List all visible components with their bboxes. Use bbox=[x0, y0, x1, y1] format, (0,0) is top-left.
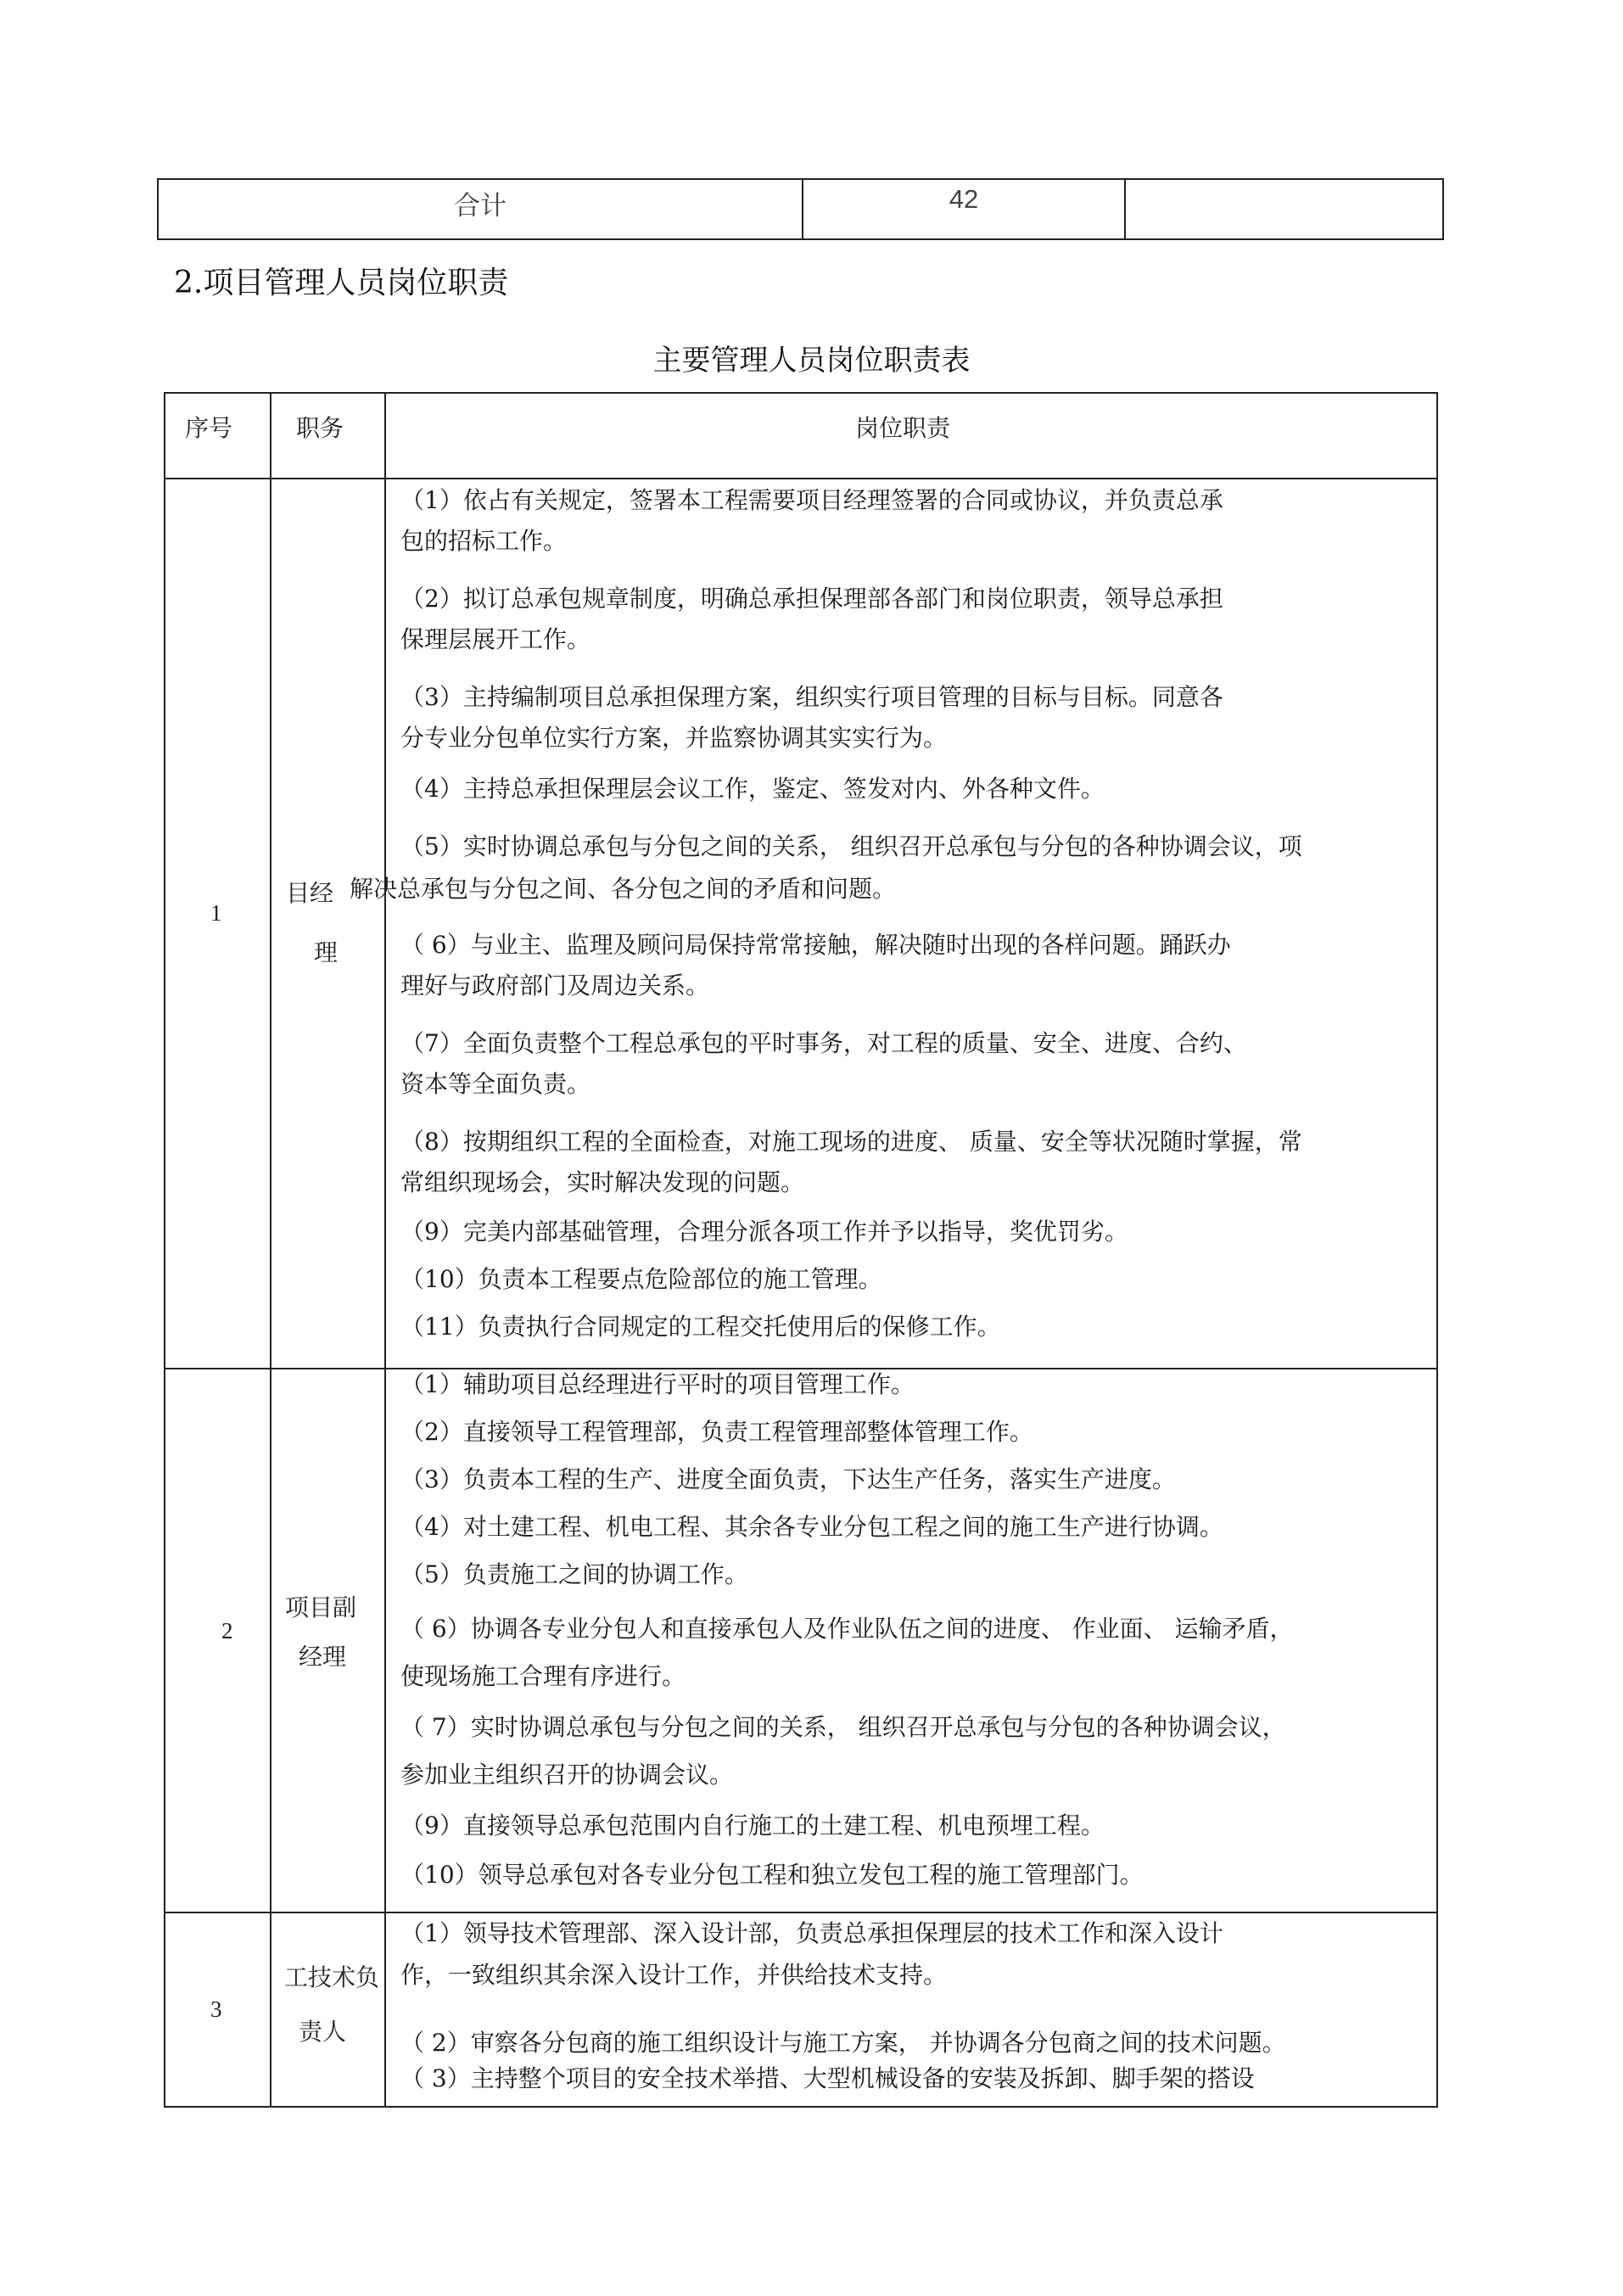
row-1-duty-line: 包的招标工作。 bbox=[400, 527, 568, 555]
row-3-position-line1: 工技术负 bbox=[284, 1963, 380, 1991]
row-2-duty-line: （ 7）实时协调总承包与分包之间的关系， 组织召开总承包与分包的各种协调会议， bbox=[400, 1713, 1286, 1741]
row-1-duty-line: 常组织现场会，实时解决发现的问题。 bbox=[400, 1168, 805, 1196]
row-1-duty-line: （8）按期组织工程的全面检查，对施工现场的进度、 质量、安全等状况随时掌握，常 bbox=[400, 1128, 1302, 1156]
row-2-duty-line: （ 6）协调各专业分包人和直接承包人及作业队伍之间的进度、 作业面、 运输矛盾， bbox=[400, 1615, 1294, 1643]
summary-empty-cell bbox=[1126, 180, 1442, 238]
row-1-duty-line: （ 6）与业主、监理及顾问局保持常常接触，解决随时出现的各样问题。踊跃办 bbox=[400, 931, 1231, 959]
row-1-duty-line: 分专业分包单位实行方案，并监察协调其实实行为。 bbox=[400, 724, 948, 752]
row-2-duty-line: （5）负责施工之间的协调工作。 bbox=[400, 1560, 748, 1588]
row-2-position-line1: 项目副 bbox=[285, 1593, 357, 1621]
row-3-duty-line: （1）领导技术管理部、深入设计部，负责总承担保理层的技术工作和深入设计 bbox=[400, 1919, 1223, 1947]
table-border-left bbox=[164, 392, 165, 2108]
row-1-position-line2: 理 bbox=[314, 938, 339, 966]
row-2-duty-line: 使现场施工合理有序进行。 bbox=[400, 1662, 686, 1690]
summary-label-cell: 合计 bbox=[159, 180, 803, 238]
row-2-position-line2: 经理 bbox=[299, 1643, 347, 1671]
row-1-duty-line: （3）主持编制项目总承担保理方案，组织实行项目管理的目标与目标。同意各 bbox=[400, 683, 1223, 711]
row-2-duty-line: （10）领导总承包对各专业分包工程和独立发包工程的施工管理部门。 bbox=[400, 1861, 1144, 1889]
row-3-duty-line: 作，一致组织其余深入设计工作，并供给技术支持。 bbox=[400, 1961, 948, 1989]
summary-value-cell: 42 bbox=[803, 180, 1126, 238]
column-divider-1 bbox=[270, 392, 271, 2108]
row-1-duty-line: （1）依占有关规定，签署本工程需要项目经理签署的合同或协议，并负责总承 bbox=[400, 486, 1223, 514]
row-1-position-line1: 目经 bbox=[286, 879, 334, 907]
row-1-duty-line: 资本等全面负责。 bbox=[400, 1070, 591, 1098]
row-3-duty-line: （ 2）审察各分包商的施工组织设计与施工方案， 并协调各分包商之间的技术问题。 bbox=[400, 2029, 1286, 2057]
row-1-duty-line: （5）实时协调总承包与分包之间的关系， 组织召开总承包与分包的各种协调会议，项 bbox=[400, 832, 1302, 860]
row-1-duty-line: 理好与政府部门及周边关系。 bbox=[400, 972, 710, 1000]
row-1-seq: 1 bbox=[210, 900, 222, 926]
header-position: 职务 bbox=[296, 414, 344, 442]
table-border-bottom bbox=[164, 2106, 1438, 2108]
row-1-duty-line: 保理层展开工作。 bbox=[400, 625, 591, 653]
section-heading: 2.项目管理人员岗位职责 bbox=[174, 266, 509, 300]
row-2-duty-line: （3）负责本工程的生产、进度全面负责，下达生产任务，落实生产进度。 bbox=[400, 1465, 1176, 1493]
row-2-divider bbox=[164, 1912, 1438, 1913]
header-seq: 序号 bbox=[185, 414, 233, 442]
row-1-duty-line: （7）全面负责整个工程总承包的平时事务，对工程的质量、安全、进度、合约、 bbox=[400, 1029, 1247, 1057]
row-2-duty-line: （9）直接领导总承包范围内自行施工的土建工程、机电预埋工程。 bbox=[400, 1812, 1105, 1840]
table-border-right bbox=[1436, 392, 1438, 2108]
row-1-duty-line: （4）主持总承担保理层会议工作，鉴定、签发对内、外各种文件。 bbox=[400, 775, 1105, 803]
summary-table bbox=[157, 178, 1444, 240]
row-3-duty-line: （ 3）主持整个项目的安全技术举措、大型机械设备的安装及拆卸、脚手架的搭设 bbox=[400, 2064, 1255, 2092]
row-1-duty-line: （10）负责本工程要点危险部位的施工管理。 bbox=[400, 1265, 882, 1293]
row-1-duty-line: （2）拟订总承包规章制度，明确总承担保理部各部门和岗位职责，领导总承担 bbox=[400, 585, 1223, 613]
row-1-duty-line: （11）负责执行合同规定的工程交托使用后的保修工作。 bbox=[400, 1313, 1001, 1341]
table-title: 主要管理人员岗位职责表 bbox=[652, 344, 971, 378]
row-1-divider bbox=[164, 1368, 1438, 1369]
row-2-seq: 2 bbox=[221, 1618, 233, 1644]
row-1-duty-line: （9）完美内部基础管理，合理分派各项工作并予以指导，奖优罚劣。 bbox=[400, 1218, 1128, 1246]
row-1-duty-line: 解决总承包与分包之间、各分包之间的矛盾和问题。 bbox=[350, 875, 897, 903]
row-3-position-line2: 责人 bbox=[299, 2018, 347, 2046]
header-row-divider bbox=[164, 478, 1438, 479]
row-3-seq: 3 bbox=[210, 1996, 222, 2022]
row-2-duty-line: （2）直接领导工程管理部，负责工程管理部整体管理工作。 bbox=[400, 1418, 1033, 1446]
column-divider-2 bbox=[384, 392, 386, 2108]
row-2-duty-line: （4）对土建工程、机电工程、其余各专业分包工程之间的施工生产进行协调。 bbox=[400, 1513, 1223, 1541]
row-2-duty-line: 参加业主组织召开的协调会议。 bbox=[400, 1761, 734, 1789]
table-border-top bbox=[164, 392, 1438, 394]
row-2-duty-line: （1）辅助项目总经理进行平时的项目管理工作。 bbox=[400, 1370, 915, 1398]
header-duties: 岗位职责 bbox=[855, 414, 951, 442]
